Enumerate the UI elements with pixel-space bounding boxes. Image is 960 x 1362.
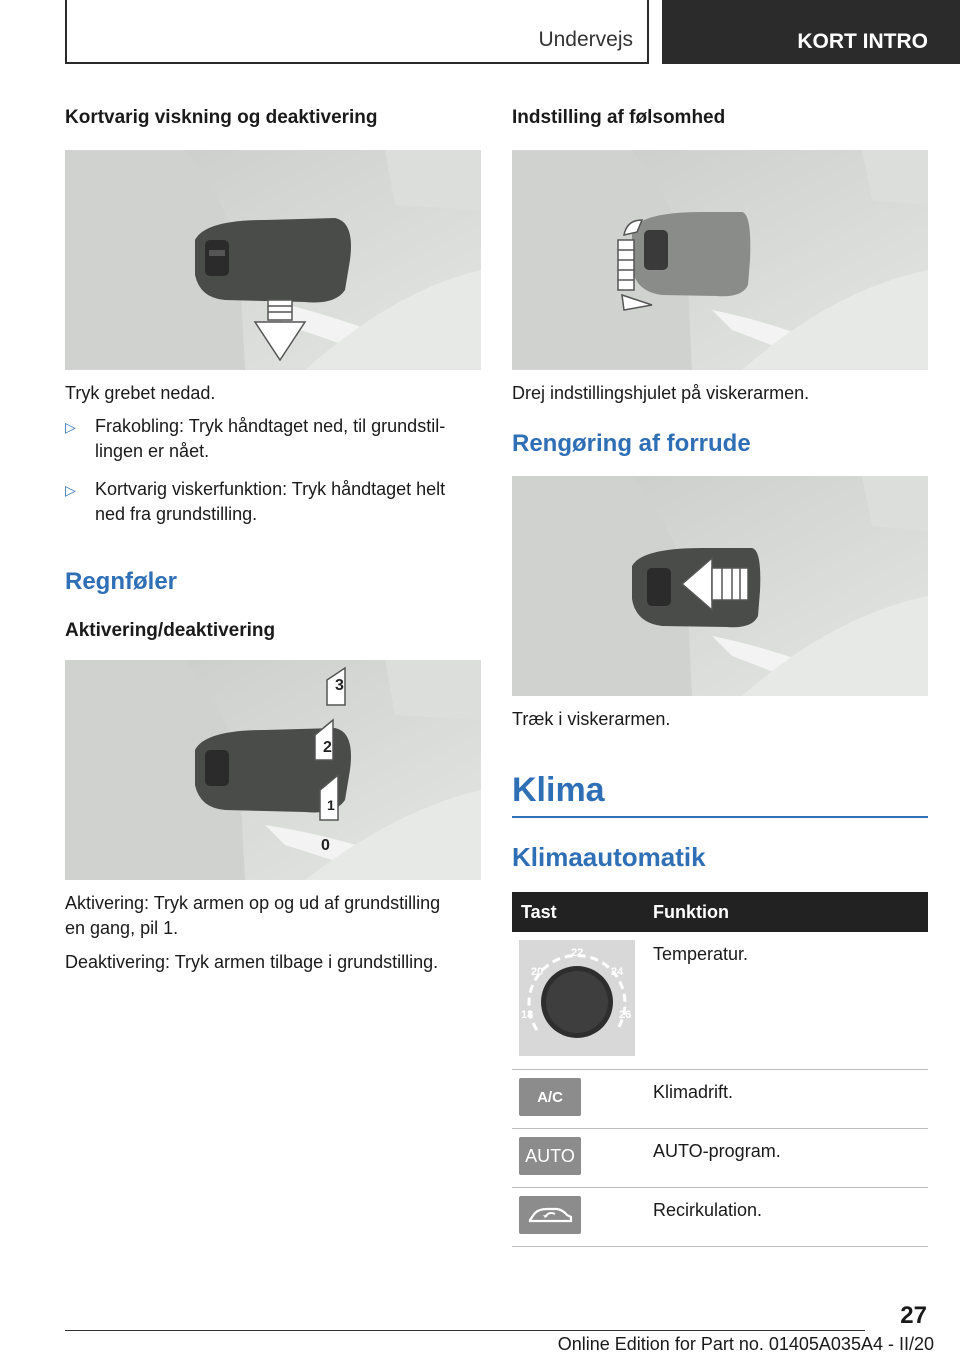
table-row [512,932,928,1070]
ac-button-icon [519,1078,581,1116]
table-row [512,1070,928,1129]
bullet-short-wipe [65,477,481,527]
function-cell: AUTO-program. [644,1129,928,1188]
bullet-disengage [65,414,481,464]
ac-key-label: A/C [537,1088,563,1106]
bullet-text-line: lingen er nået. [95,441,210,461]
table-row [512,1188,928,1247]
key-cell [512,932,644,1070]
header-section-tab [65,0,649,64]
dial-label-20: 20 [531,966,544,978]
auto-button-icon [519,1137,581,1175]
position-label-1: 1 [327,797,335,813]
car-recirculation-icon [527,1204,573,1226]
section-rain-sensor: Regnføler [65,568,178,595]
function-cell: Recirkulation. [644,1188,928,1247]
chapter-underline [512,816,928,818]
triangle-bullet-icon: ▷ [65,419,76,435]
heading-short-wipe: Kortvarig viskning og deaktivering [65,107,378,128]
position-label-3: 3 [335,677,344,694]
caption-push-down: Tryk grebet nedad. [65,383,216,403]
figure-pull-wiper-lever [512,476,928,696]
bullet-text-line: ned fra grundstilling. [95,504,258,524]
dial-label-24: 24 [611,966,624,978]
bullet-text-line: Kortvarig viskerfunktion: Tryk håndtaget helt [95,479,446,499]
figure-rain-sensor-positions [65,660,481,880]
dial-label-22: 22 [571,947,584,959]
section-windshield-cleaning: Rengøring af forrude [512,430,751,457]
triangle-bullet-icon: ▷ [65,482,76,498]
para-deactivation: Deaktivering: Tryk armen tilbage i grundstilling. [65,952,439,972]
key-cell [512,1070,644,1129]
dial-label-18: 18 [521,1009,534,1021]
section-climate-automatic: Klimaautomatik [512,842,706,872]
table-row [512,1129,928,1188]
caption-turn-wheel: Drej indstillingshjulet på viskerarmen. [512,383,810,403]
heading-activation: Aktivering/deaktivering [65,620,276,641]
column-header-key: Tast [512,892,644,932]
temperature-dial-icon [519,940,635,1056]
header-chapter-label: KORT INTRO [797,30,928,53]
position-label-0: 0 [321,837,330,854]
chapter-title-climate: Klima [512,771,605,809]
function-cell: Temperatur. [644,932,928,1070]
function-cell: Klimadrift. [644,1070,928,1129]
header-chapter-tab [662,0,960,64]
table-header-row [512,892,928,932]
para-line: en gang, pil 1. [65,918,179,938]
para-activation [65,891,481,941]
right-column [512,100,928,1247]
bullet-text-line: Frakobling: Tryk håndtaget ned, til grundstil- [95,416,446,436]
column-header-function: Funktion [644,892,928,932]
auto-key-label: AUTO [525,1145,575,1166]
figure-wiper-lever-down [65,150,481,370]
figure-sensitivity-wheel [512,150,928,370]
footer-edition: Online Edition for Part no. 01405A035A4 - II/20 [557,1334,934,1354]
climate-keys-table [512,892,928,1247]
recirculation-button-icon [519,1196,581,1234]
left-column [65,100,481,975]
footer-divider [65,1330,865,1331]
key-cell [512,1188,644,1247]
page-number: 27 [900,1302,927,1329]
caption-pull-lever: Træk i viskerarmen. [512,709,671,729]
heading-sensitivity: Indstilling af følsomhed [512,107,726,128]
para-line: Aktivering: Tryk armen op og ud af grundstilling [65,893,441,913]
key-cell [512,1129,644,1188]
dial-label-26: 26 [619,1009,632,1021]
header-section-label: Undervejs [538,28,633,51]
position-label-2: 2 [323,739,332,756]
